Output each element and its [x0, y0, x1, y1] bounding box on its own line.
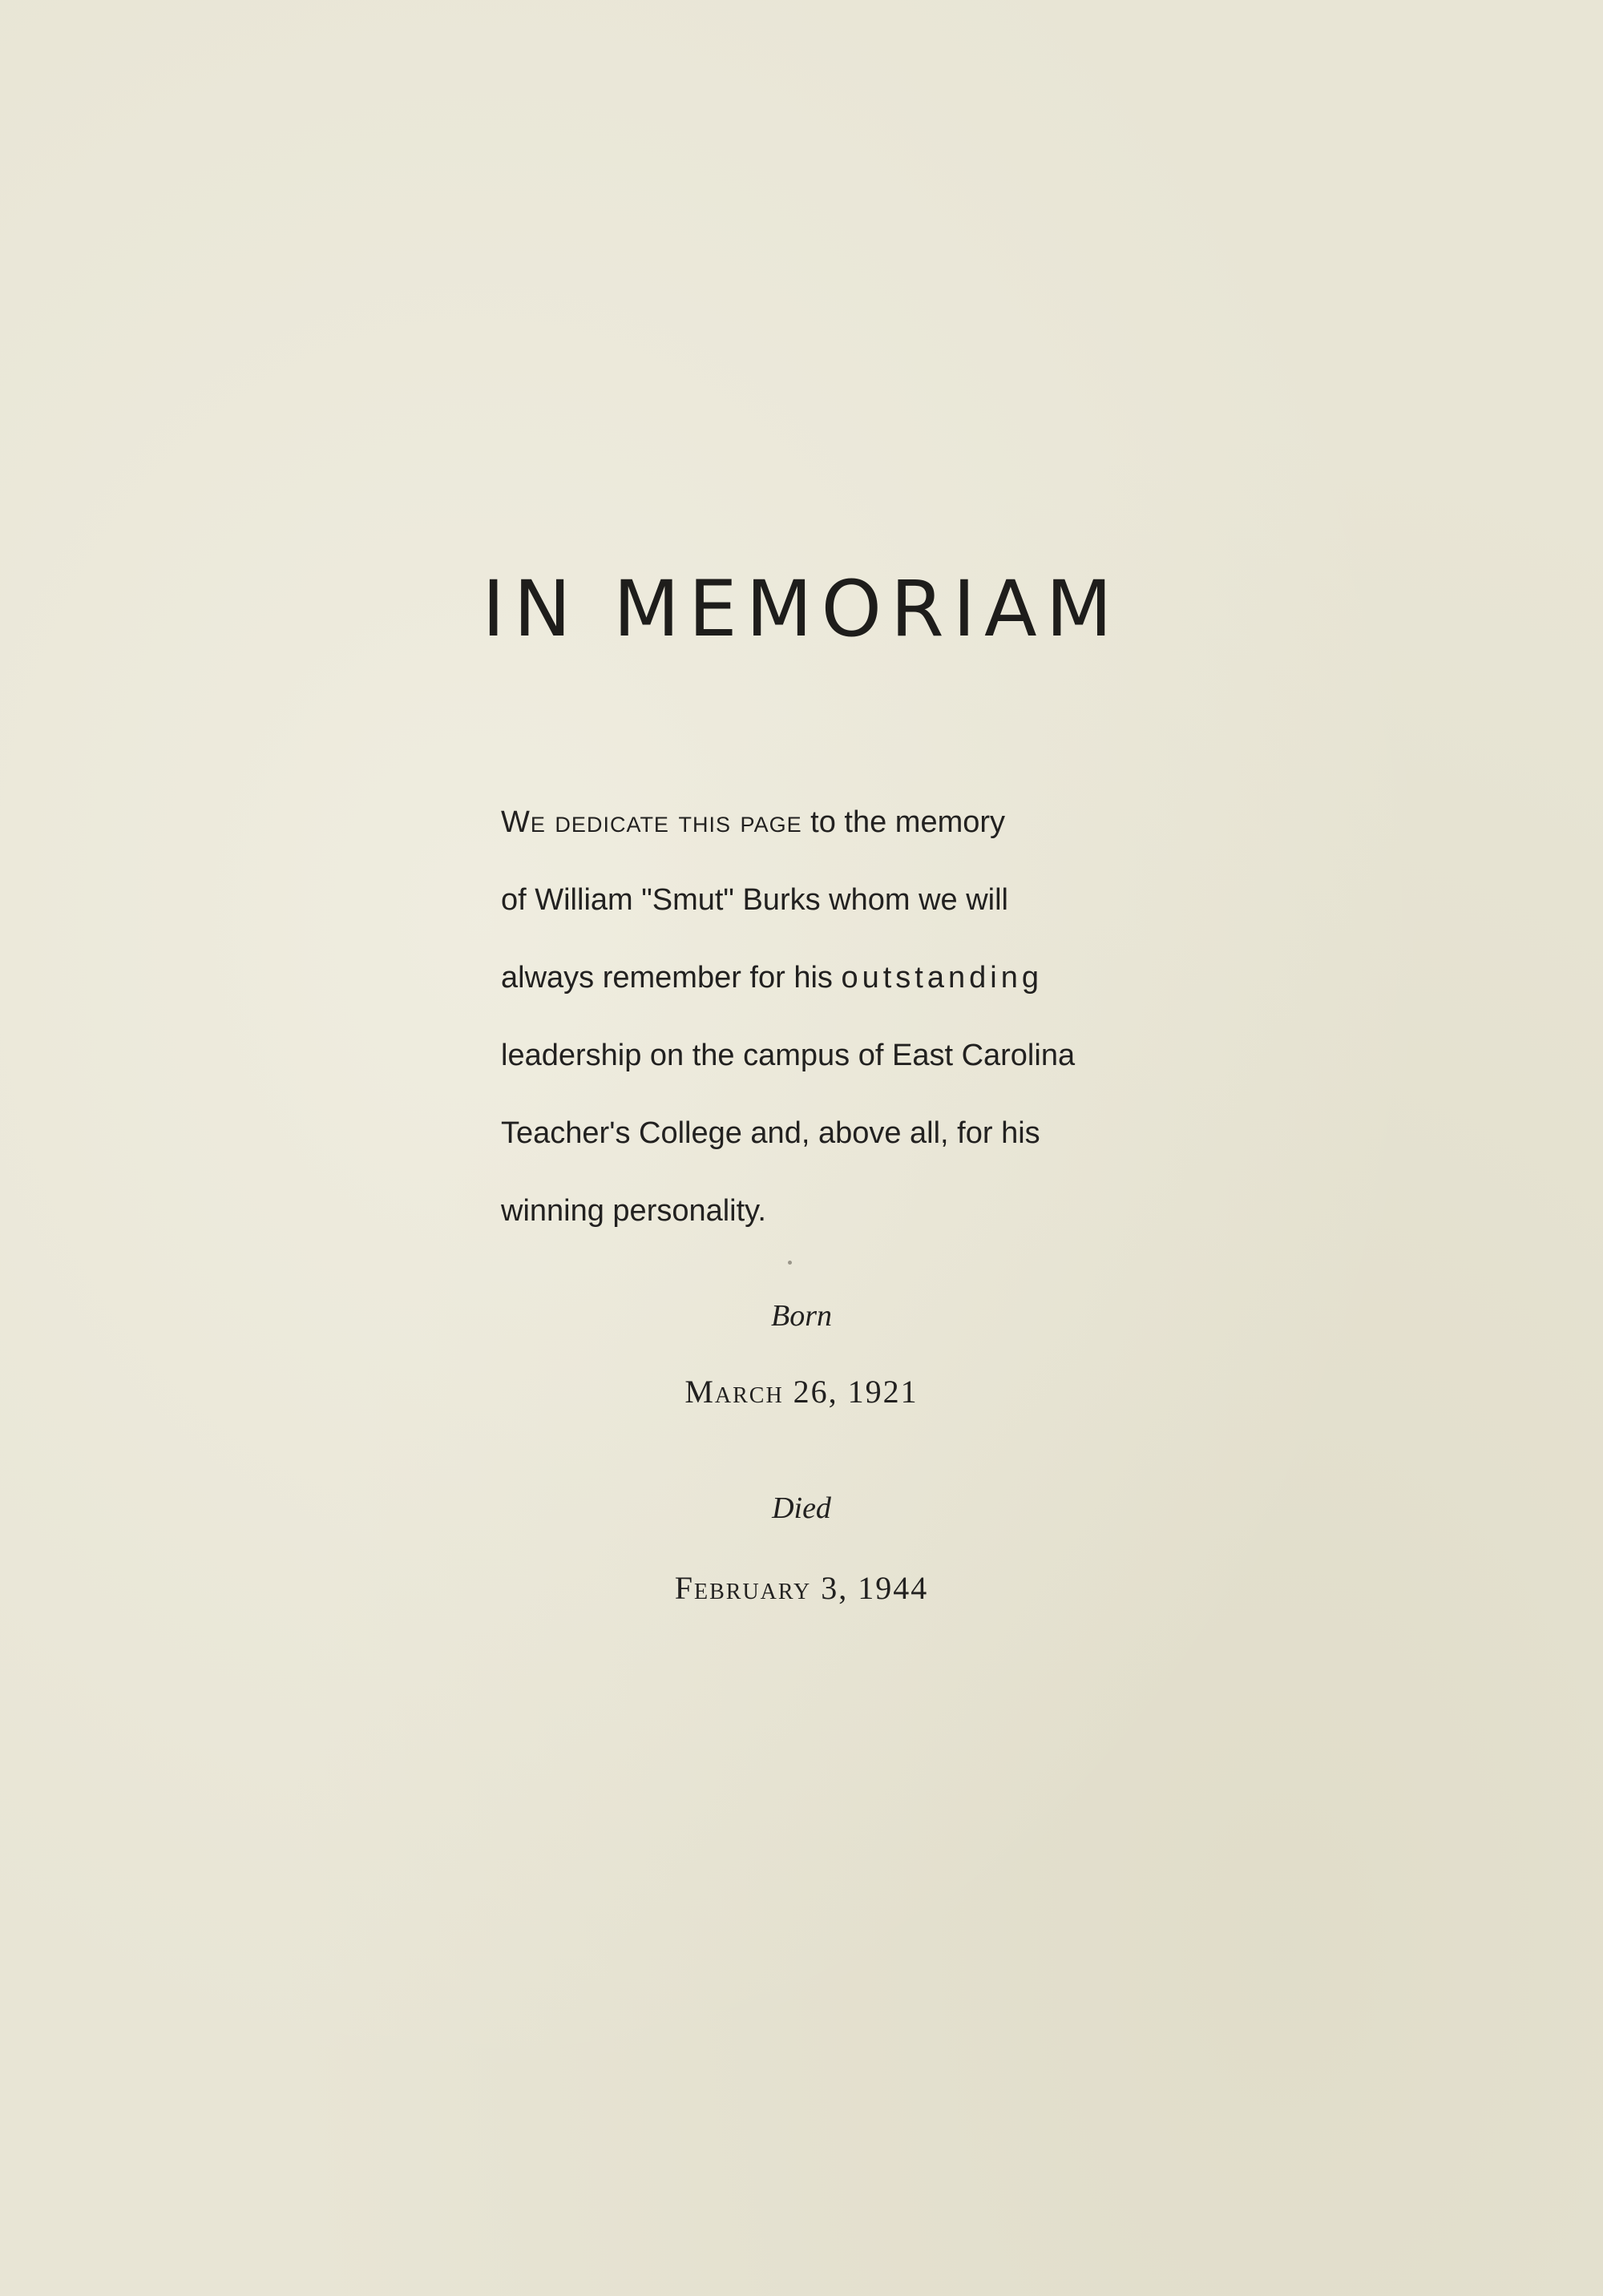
dedication-line-3-lead: always remember for his	[501, 961, 833, 995]
dedication-lead-text: We dedicate this page	[501, 805, 802, 839]
born-label: Born	[771, 1299, 832, 1333]
dedication-line-2: of William "Smut" Burks whom we will	[501, 883, 1008, 917]
dedication-line-4: leadership on the campus of East Carolina	[501, 1039, 1076, 1072]
page-title: IN MEMORIAM	[482, 564, 1121, 654]
dedication-line-3	[501, 939, 1118, 1017]
paper-speck	[788, 1261, 792, 1265]
dedication-line-5: Teacher's College and, above all, for his	[501, 1116, 1040, 1150]
death-date: February 3, 1944	[674, 1570, 929, 1606]
birth-date: March 26, 1921	[684, 1374, 919, 1410]
dedication-line-6: winning personality.	[501, 1194, 766, 1228]
dedication-line-3-rest: outstanding	[841, 961, 1043, 995]
died-label: Died	[772, 1491, 831, 1525]
dedication-line-1-rest: to the memory	[810, 805, 1006, 839]
dedication-paragraph	[501, 784, 1118, 1250]
dedication-line-1	[501, 784, 1118, 862]
